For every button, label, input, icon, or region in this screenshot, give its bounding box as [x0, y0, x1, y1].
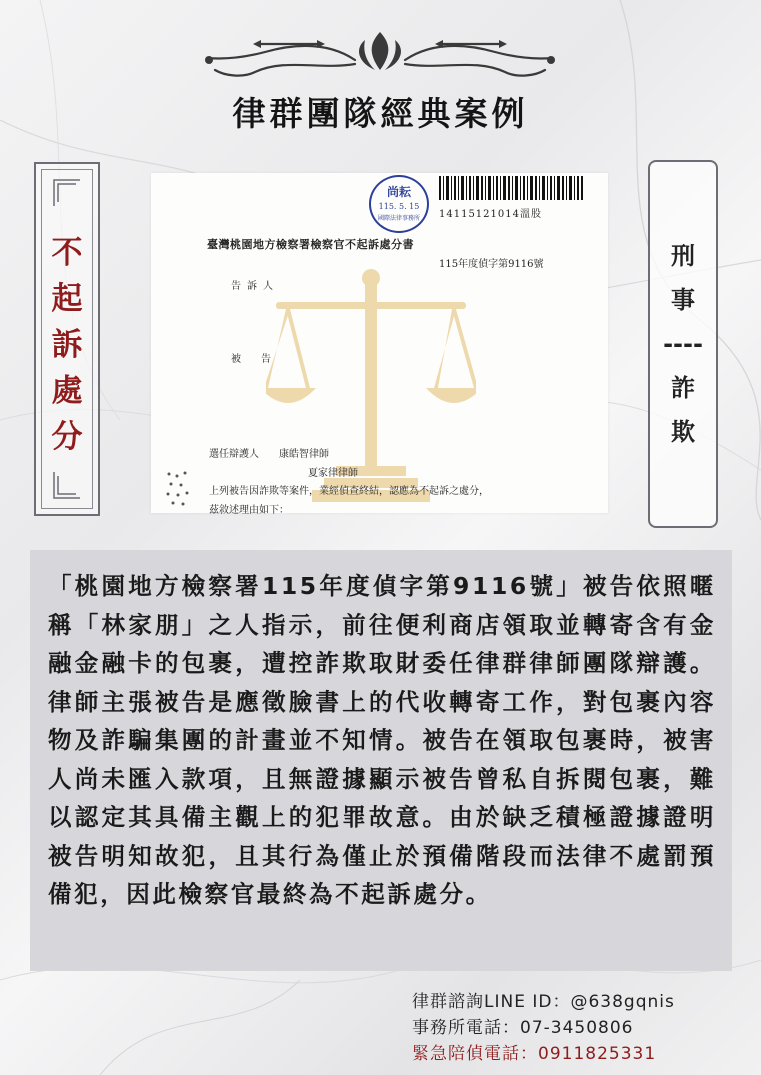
left-tag-char: 分: [51, 419, 83, 455]
left-tag-char: 起: [51, 281, 83, 317]
page-title: 律群團隊經典案例: [232, 94, 529, 133]
right-tag-char: 欺: [671, 418, 695, 446]
case-description-box: [30, 550, 732, 971]
lawyer-name: 康皓智律師: [279, 449, 329, 460]
right-tag-char: 刑: [671, 242, 695, 270]
barcode-text: 14115121014溫股: [439, 209, 542, 220]
emergency-phone: 緊急陪偵電話：0911825331: [412, 1044, 657, 1064]
right-tag-divider: ----: [663, 330, 703, 358]
office-phone: 事務所電話：07-3450806: [412, 1018, 634, 1038]
document-scan: [151, 173, 608, 516]
scales-of-justice-icon: [266, 268, 476, 503]
document-title: 臺灣桃園地方檢察署檢察官不起訴處分書: [207, 238, 414, 251]
left-tag-char: 不: [51, 235, 83, 271]
lawyer-name: 夏家律律師: [308, 468, 358, 479]
stamp-word: 尚耘: [386, 185, 411, 199]
stamp-date: 115. 5. 15: [378, 202, 420, 211]
right-tag-char: 事: [671, 286, 695, 314]
received-stamp: [369, 175, 429, 233]
stamp-org: 國際法律事務所: [377, 215, 420, 222]
corner-ornament-icon: [50, 176, 84, 210]
line-id: 律群諮詢LINE ID：@638gqnis: [412, 992, 675, 1012]
field-complainant: 告訴人: [231, 281, 279, 292]
document-body-line: 上列被告因詐欺等案件，業經偵查終結，認應為不起訴之處分，: [209, 486, 489, 497]
barcode-icon: [439, 176, 583, 200]
right-category-tag: [648, 160, 718, 528]
document-case-number: 115年度偵字第9116號: [439, 259, 544, 270]
left-tag-text: [36, 230, 98, 460]
field-defendant: 被告: [231, 354, 291, 365]
corner-ornament-icon: [50, 468, 84, 502]
document-body-line: 茲敘述理由如下：: [209, 505, 289, 516]
left-tag-char: 處: [51, 373, 83, 409]
contact-info: [412, 989, 675, 1067]
left-category-tag: [34, 162, 100, 516]
right-tag-text: [650, 234, 716, 454]
defense-label: 選任辯護人: [209, 449, 259, 460]
seal-dots-icon: [163, 468, 193, 508]
header-ornament: [195, 30, 565, 82]
left-tag-char: 訴: [51, 327, 83, 363]
case-description-text: 「桃園地方檢察署115年度偵字第9116號」被告依照暱稱「林家朋」之人指示，前往便利商店領取並轉寄含有金融金融卡的包裹，遭控詐欺取財委任律群律師團隊辯護。律師主張被告是應徵臉書上的代收轉寄工作，對包裹內容物及詐騙集團的計畫並不知情。被告在領取包裹時，被害人尚未匯入款項，且無證據顯示被告曾私自拆閱包裹，難以認定其具備主觀上的犯罪故意。由於缺乏積極證據證明被告明知故犯，且其行為僅止於預備階段而法律不處罰預備犯，因此檢察官最終為不起訴處分。: [48, 572, 716, 908]
right-tag-char: 詐: [671, 374, 695, 402]
